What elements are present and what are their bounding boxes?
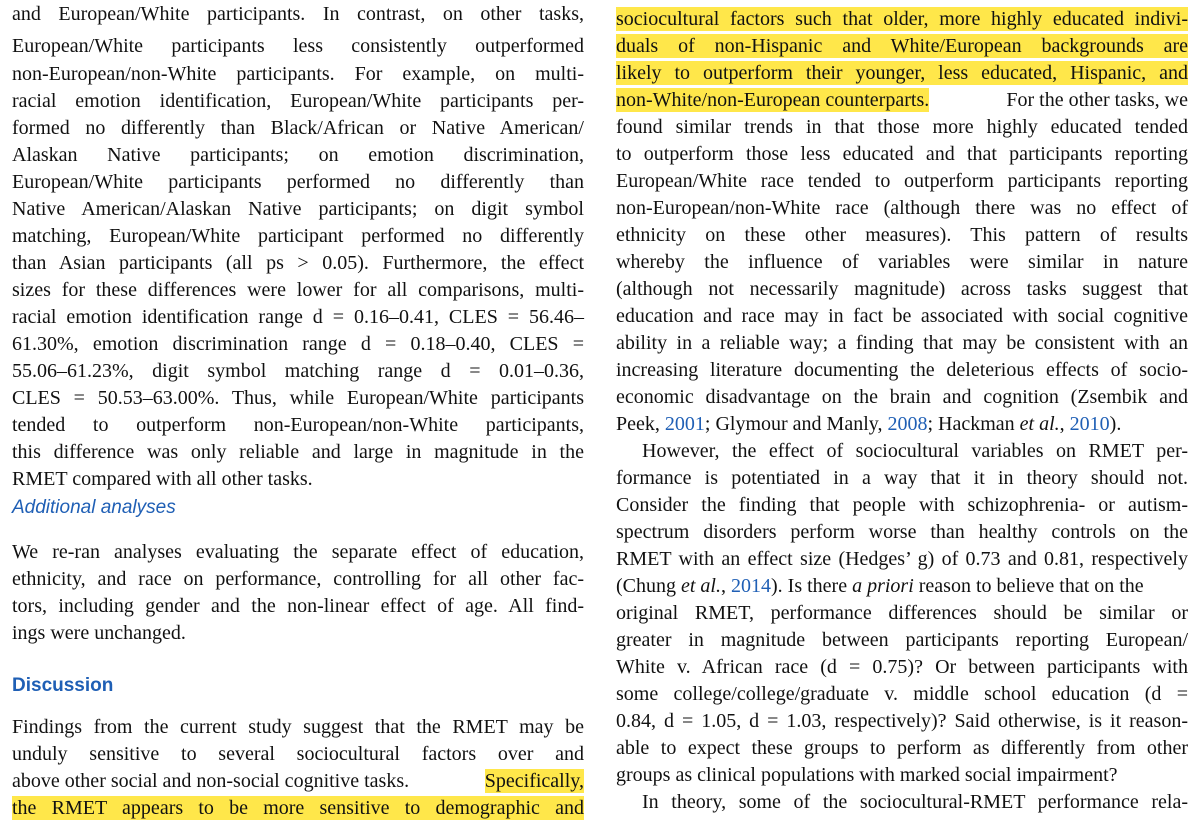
text-line [616,574,1188,598]
highlighted-text-line [616,7,1188,31]
text-line: ings were unchanged. [12,622,186,644]
text-line: European/White race tended to outperform participants reporting [616,170,1188,192]
text-line: greater in magnitude between participants reporting European/ [616,629,1188,651]
text-line: unduly sensitive to several sociocultural factors over and [12,743,584,765]
text-line: White v. African race (d = 0.75)? Or between participants with [616,656,1188,678]
text-line: spectrum disorders perform worse than healthy controls on the [616,521,1188,543]
text-line: 0.84, d = 1.05, d = 1.03, respectively)? Said otherwise, is it reason- [616,710,1188,732]
text-line-part: reason to believe that on the [913,575,1144,597]
section-heading-additional-analyses: Additional analyses [12,497,176,518]
text-line: found similar trends in that those more highly educated tended [616,116,1188,138]
text-line: non-European/non-White race (although there was no effect of [616,197,1188,219]
text-line: than Asian participants (all ps > 0.05). Furthermore, the effect [12,252,584,274]
text-line-part: , [1059,413,1070,435]
text-line: able to expect these groups to perform as differently from other [616,737,1188,759]
text-line: matching, European/White participant performed no differently [12,225,584,247]
text-line [616,88,1188,112]
text-line-part: For the other tasks, we [1006,89,1188,111]
text-line: increasing literature documenting the deleterious effects of socio- [616,359,1188,381]
text-line: In theory, some of the sociocultural-RMET performance rela- [642,791,1188,813]
citation-link[interactable]: 2001 [664,413,705,435]
text-line: Alaskan Native participants; on emotion discrimination, [12,144,584,166]
text-line: 61.30%, emotion discrimination range d = 0.18–0.40, CLES = [12,333,584,355]
highlighted-text: non-White/non-European counterparts. [616,89,930,111]
text-line: ability in a reliable way; a finding that may be consistent with an [616,332,1188,354]
text-line: to outperform those less educated and that participants reporting [616,143,1188,165]
text-line: tors, including gender and the non-linear effect of age. All find- [12,595,584,617]
text-line: this difference was only reliable and large in magnitude in the [12,441,584,463]
highlighted-text-line [616,34,1188,58]
text-line: RMET with an effect size (Hedges’ g) of 0.73 and 0.81, respectively [616,548,1188,570]
text-line-part: Peek, [616,413,665,435]
citation-link[interactable]: 2014 [731,575,771,597]
text-line: racial emotion identification, European/White participants per- [12,90,584,112]
text-line: formance is potentiated in a way that it in theory should not. [616,467,1188,489]
text-line: Findings from the current study suggest that the RMET may be [12,716,584,738]
highlighted-text-line [12,796,584,820]
text-line-part: (Chung [616,575,681,597]
text-line: ethnicity, and race on performance, controlling for all other fac- [12,568,584,590]
text-line: European/White participants performed no differently than [12,171,584,193]
text-line: whereby the influence of variables were similar in nature [616,251,1188,273]
highlighted-text: likely to outperform their younger, less educated, Hispanic, and [616,62,1188,84]
text-line-part: a priori [852,575,914,597]
citation-link[interactable]: 2008 [887,413,928,435]
highlighted-text: duals of non-Hispanic and White/European backgrounds are [616,35,1188,57]
text-line: tended to outperform non-European/non-White participants, [12,414,584,436]
text-line: CLES = 50.53–63.00%. Thus, while European/White participants [12,387,584,409]
text-line-part: et al. [681,575,721,597]
text-line-part: , [721,575,731,597]
text-line-part: ; Glymour and Manly, [704,413,888,435]
text-line: formed no differently than Black/African or Native American/ [12,117,584,139]
text-line: (although not necessarily magnitude) across tasks suggest that [616,278,1188,300]
citation-link[interactable]: 2010 [1069,413,1110,435]
text-line: 55.06–61.23%, digit symbol matching range d = 0.01–0.36, [12,360,584,382]
text-line-part: ). Is there [771,575,853,597]
text-line: education and race may in fact be associated with social cognitive [616,305,1188,327]
text-line-part: ; Hackman [927,413,1020,435]
text-line: RMET compared with all other tasks. [12,468,313,490]
highlighted-text: sociocultural factors such that older, more highly educated indivi- [616,8,1188,30]
text-line: sizes for these differences were lower for all comparisons, multi- [12,279,584,301]
text-line-part: ). [1109,413,1122,435]
text-line: non-European/non-White participants. For example, on multi- [12,63,584,85]
text-line [616,412,1188,436]
highlighted-text-line [616,61,1188,85]
highlighted-text: Specifically, [484,770,584,792]
text-line-part: above other social and non-social cognitive tasks. [12,770,410,792]
text-line: and European/White participants. In contrast, on other tasks, [12,3,584,25]
text-line: Native American/Alaskan Native participants; on digit symbol [12,198,584,220]
text-line: However, the effect of sociocultural variables on RMET per- [642,440,1188,462]
text-line: We re-ran analyses evaluating the separate effect of education, [12,541,584,563]
text-line [12,769,584,793]
text-line: ethnicity on these other measures). This pattern of results [616,224,1188,246]
text-line: European/White participants less consistently outperformed [12,35,584,57]
text-line-part: et al. [1019,413,1060,435]
text-line: Consider the finding that people with schizophrenia- or autism- [616,494,1188,516]
text-line: racial emotion identification range d = 0.16–0.41, CLES = 56.46– [12,306,584,328]
highlighted-text: the RMET appears to be more sensitive to demographic and [12,797,584,819]
text-line: some college/college/graduate v. middle school education (d = [616,683,1188,705]
section-heading-discussion: Discussion [12,675,114,696]
text-line: groups as clinical populations with marked social impairment? [616,764,1118,786]
text-line: original RMET, performance differences should be similar or [616,602,1188,624]
text-line: economic disadvantage on the brain and cognition (Zsembik and [616,386,1188,408]
